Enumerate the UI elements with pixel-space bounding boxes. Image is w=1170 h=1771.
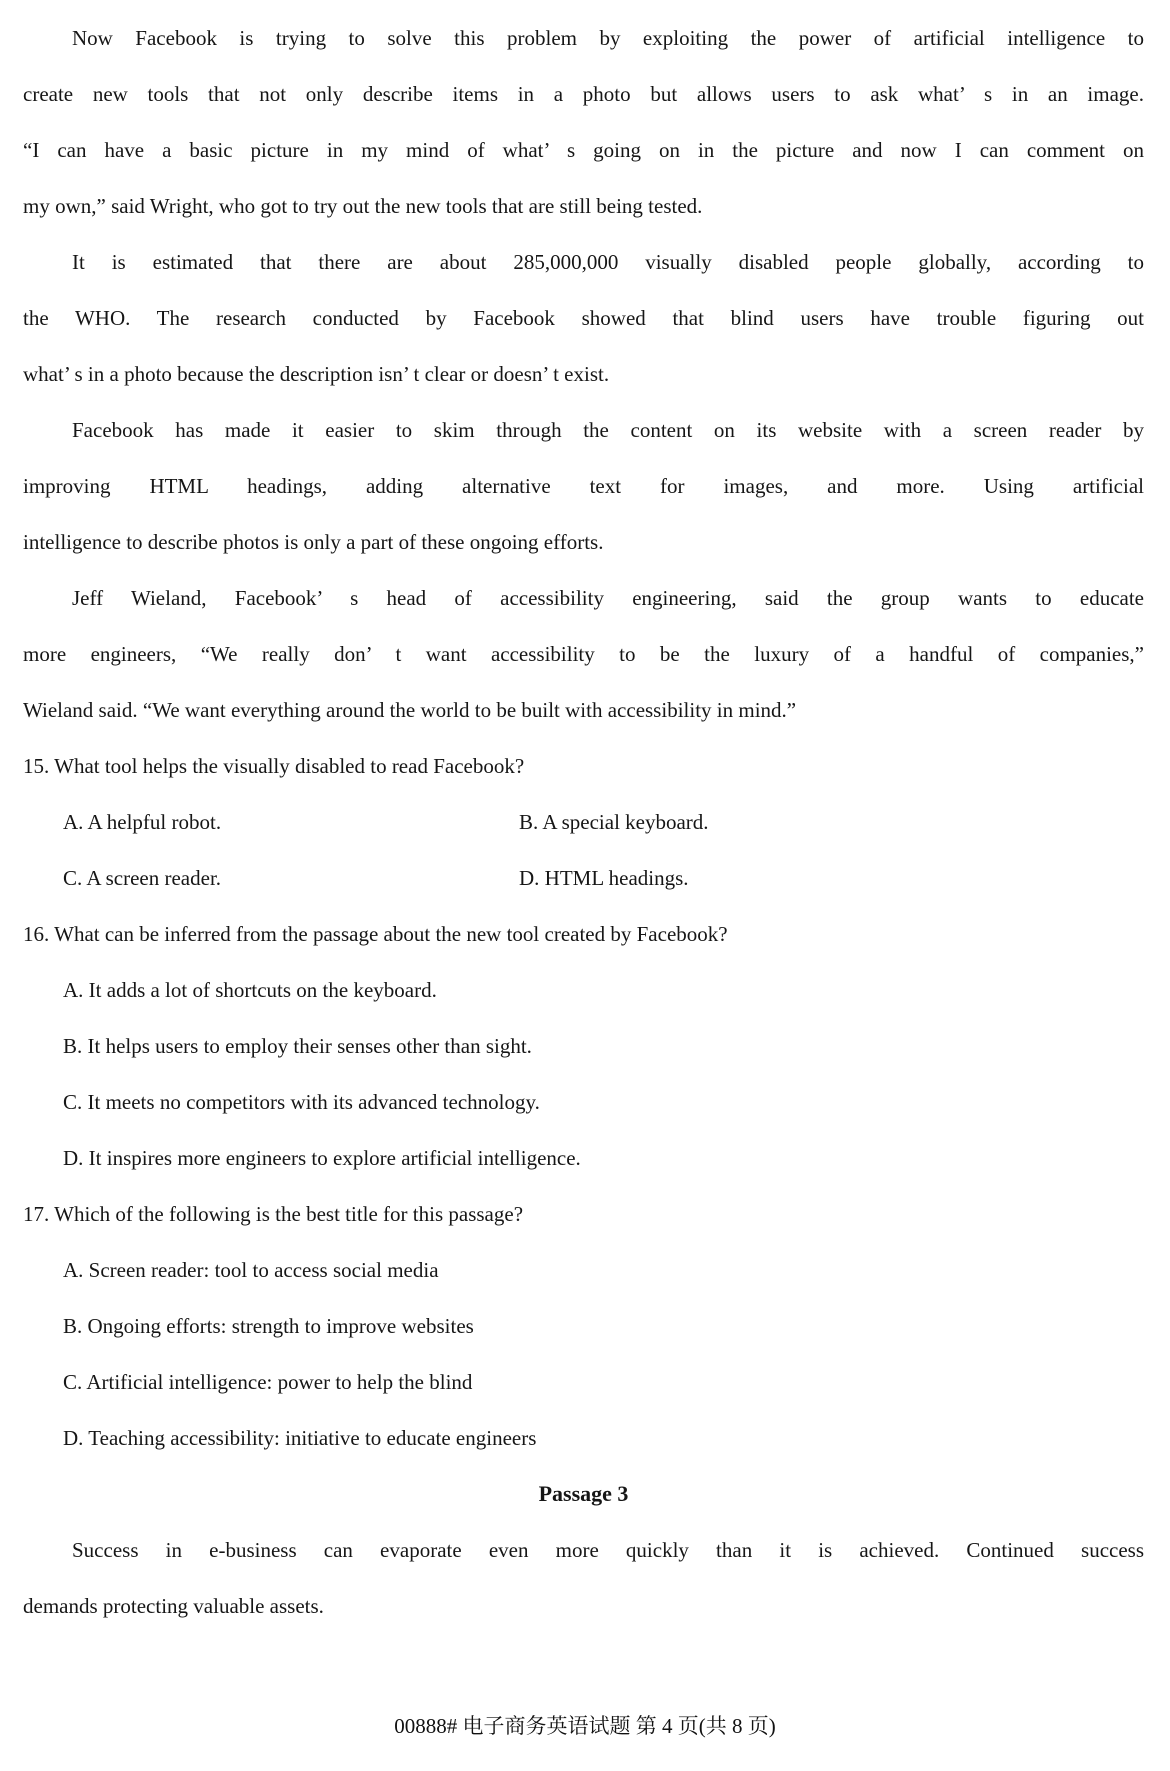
question-15-option-a: A. A helpful robot. (63, 810, 222, 834)
question-15-option-c: C. A screen reader. (63, 866, 222, 890)
text-line: more engineers, “We really don’ t want accessibility to be the luxury of a handful of companies,” (23, 642, 1144, 666)
question-17-option-a: A. Screen reader: tool to access social media (63, 1258, 439, 1282)
passage3-heading: Passage 3 (538, 1481, 629, 1506)
question-17-stem: 17. Which of the following is the best title for this passage? (23, 1202, 524, 1226)
page-footer: 00888# 电子商务英语试题 第 4 页(共 8 页) (394, 1714, 776, 1738)
question-17-option-c: C. Artificial intelligence: power to help the blind (63, 1370, 473, 1394)
text-line: Success in e-business can evaporate even more quickly than it is achieved. Continued success (72, 1538, 1144, 1562)
question-15-option-d: D. HTML headings. (519, 866, 689, 890)
text-line: Facebook has made it easier to skim through the content on its website with a screen reader by (72, 418, 1144, 442)
question-15-options-row-1 (23, 794, 1144, 850)
question-15-option-b: B. A special keyboard. (519, 810, 709, 834)
question-15 (23, 738, 1144, 906)
question-16 (23, 906, 1144, 1186)
text-line: Wieland said. “We want everything around the world to be built with accessibility in mind.” (23, 698, 797, 722)
passage3-section (23, 1466, 1144, 1634)
question-16-option-a: A. It adds a lot of shortcuts on the keyboard. (63, 978, 437, 1002)
text-line: It is estimated that there are about 285,000,000 visually disabled people globally, according to (72, 250, 1144, 274)
text-line: intelligence to describe photos is only a part of these ongoing efforts. (23, 530, 604, 554)
question-16-option-c: C. It meets no competitors with its advanced technology. (63, 1090, 540, 1114)
text-line: create new tools that not only describe items in a photo but allows users to ask what’ s in an image. (23, 82, 1144, 106)
passage2-body (23, 10, 1144, 738)
text-line: Now Facebook is trying to solve this problem by exploiting the power of artificial intelligence to (72, 26, 1144, 50)
question-17-option-d: D. Teaching accessibility: initiative to educate engineers (63, 1426, 537, 1450)
text-line: what’ s in a photo because the description isn’ t clear or doesn’ t exist. (23, 362, 610, 386)
question-15-options-row-2 (23, 850, 1144, 906)
text-line: demands protecting valuable assets. (23, 1594, 324, 1618)
question-16-stem: 16. What can be inferred from the passage about the new tool created by Facebook? (23, 922, 728, 946)
question-16-option-d: D. It inspires more engineers to explore artificial intelligence. (63, 1146, 581, 1170)
question-17 (23, 1186, 1144, 1466)
text-line: improving HTML headings, adding alternative text for images, and more. Using artificial (23, 474, 1144, 498)
text-line: Jeff Wieland, Facebook’ s head of accessibility engineering, said the group wants to educate (72, 586, 1144, 610)
question-16-option-b: B. It helps users to employ their senses other than sight. (63, 1034, 532, 1058)
text-line: “I can have a basic picture in my mind of what’ s going on in the picture and now I can comment on (23, 138, 1144, 162)
question-17-option-b: B. Ongoing efforts: strength to improve websites (63, 1314, 474, 1338)
question-15-stem: 15. What tool helps the visually disabled to read Facebook? (23, 754, 525, 778)
text-line: my own,” said Wright, who got to try out the new tools that are still being tested. (23, 194, 703, 218)
text-line: the WHO. The research conducted by Facebook showed that blind users have trouble figuring out (23, 306, 1144, 330)
